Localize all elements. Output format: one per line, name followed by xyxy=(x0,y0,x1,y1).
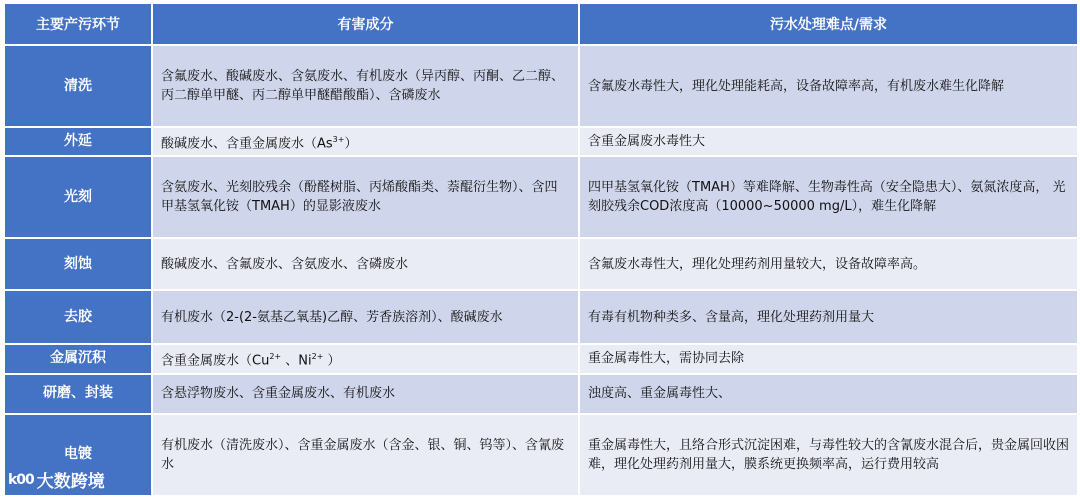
harmful-cell: 含氟废水、酸碱废水、含氨废水、有机废水（异丙醇、丙酮、乙二醇、丙二醇单甲醚、丙二醇单甲醚醋酸酯）、含磷废水 xyxy=(152,45,579,127)
harmful-cell: 酸碱废水、含氟废水、含氨废水、含磷废水 xyxy=(152,238,579,290)
difficulty-cell: 重金属毒性大，需协同去除 xyxy=(579,344,1078,373)
harmful-cell: 有机废水（清洗废水）、含重金属废水（含金、银、铜、钨等）、含氰废水 xyxy=(152,414,579,496)
harmful-text: 酸碱废水、含重金属废水（As xyxy=(161,136,333,152)
stage-cell: 清洗 xyxy=(4,45,152,127)
difficulty-cell: 含氟废水毒性大，理化处理药剂用量较大，设备故障率高。 xyxy=(579,238,1078,290)
harmful-text-tail: ） xyxy=(323,353,341,369)
difficulty-cell: 含氟废水毒性大，理化处理能耗高，设备故障率高，有机废水难生化降解 xyxy=(579,45,1078,127)
stage-cell: 电镀 xyxy=(4,414,152,496)
table-row xyxy=(4,127,1078,156)
harmful-cell: 有机废水（2-(2-氨基乙氧基)乙醇、芳香族溶剂）、酸碱废水 xyxy=(152,290,579,344)
harmful-cell: 含悬浮物废水、含重金属废水、有机废水 xyxy=(152,374,579,414)
difficulty-cell: 有毒有机物种类多、含量高，理化处理药剂用量大 xyxy=(579,290,1078,344)
harmful-text-tail: ） xyxy=(344,136,358,152)
logo-mark: k00 xyxy=(8,471,34,488)
stage-cell: 光刻 xyxy=(4,156,152,238)
header-harmful: 有害成分 xyxy=(152,3,579,45)
table-row xyxy=(4,238,1078,290)
harmful-cell: 含氨废水、光刻胶残余（酚醛树脂、丙烯酸酯类、萘醌衍生物）、含四甲基氢氧化铵（TMAH）的显影液废水 xyxy=(152,156,579,238)
harmful-cell xyxy=(152,127,579,156)
difficulty-cell: 重金属毒性大，且络合形式沉淀困难，与毒性较大的含氰废水混合后，贵金属回收困难，理化处理药剂用量大，膜系统更换频率高，运行费用较高 xyxy=(579,414,1078,496)
stage-cell: 外延 xyxy=(4,127,152,156)
ion-charge: 3+ xyxy=(332,135,345,144)
table-row xyxy=(4,290,1078,344)
table-row xyxy=(4,156,1078,238)
stage-cell: 刻蚀 xyxy=(4,238,152,290)
stage-cell: 去胶 xyxy=(4,290,152,344)
pollution-table xyxy=(3,2,1079,497)
ion-charge: 2+ xyxy=(269,352,282,362)
table-row xyxy=(4,344,1078,373)
difficulty-cell: 浊度高、重金属毒性大、 xyxy=(579,374,1078,414)
harmful-text-mid: 、Ni xyxy=(281,353,312,369)
stage-cell: 金属沉积 xyxy=(4,344,152,373)
difficulty-cell: 四甲基氢氧化铵（TMAH）等难降解、生物毒性高（安全隐患大）、氨氮浓度高， 光刻胶残余COD浓度高（10000~50000 mg/L），难生化降解 xyxy=(579,156,1078,238)
header-difficulty: 污水处理难点/需求 xyxy=(579,3,1078,45)
ion-charge: 2+ xyxy=(311,352,324,362)
table-row xyxy=(4,374,1078,414)
harmful-cell xyxy=(152,344,579,373)
stage-cell: 研磨、封装 xyxy=(4,374,152,414)
logo-name: 大数跨境 xyxy=(36,472,105,492)
table-row xyxy=(4,45,1078,127)
harmful-text: 含重金属废水（Cu xyxy=(161,353,270,369)
header-stage: 主要产污环节 xyxy=(4,3,152,45)
header-row xyxy=(4,3,1078,45)
difficulty-cell: 含重金属废水毒性大 xyxy=(579,127,1078,156)
watermark-logo xyxy=(8,467,105,492)
table-row xyxy=(4,414,1078,496)
